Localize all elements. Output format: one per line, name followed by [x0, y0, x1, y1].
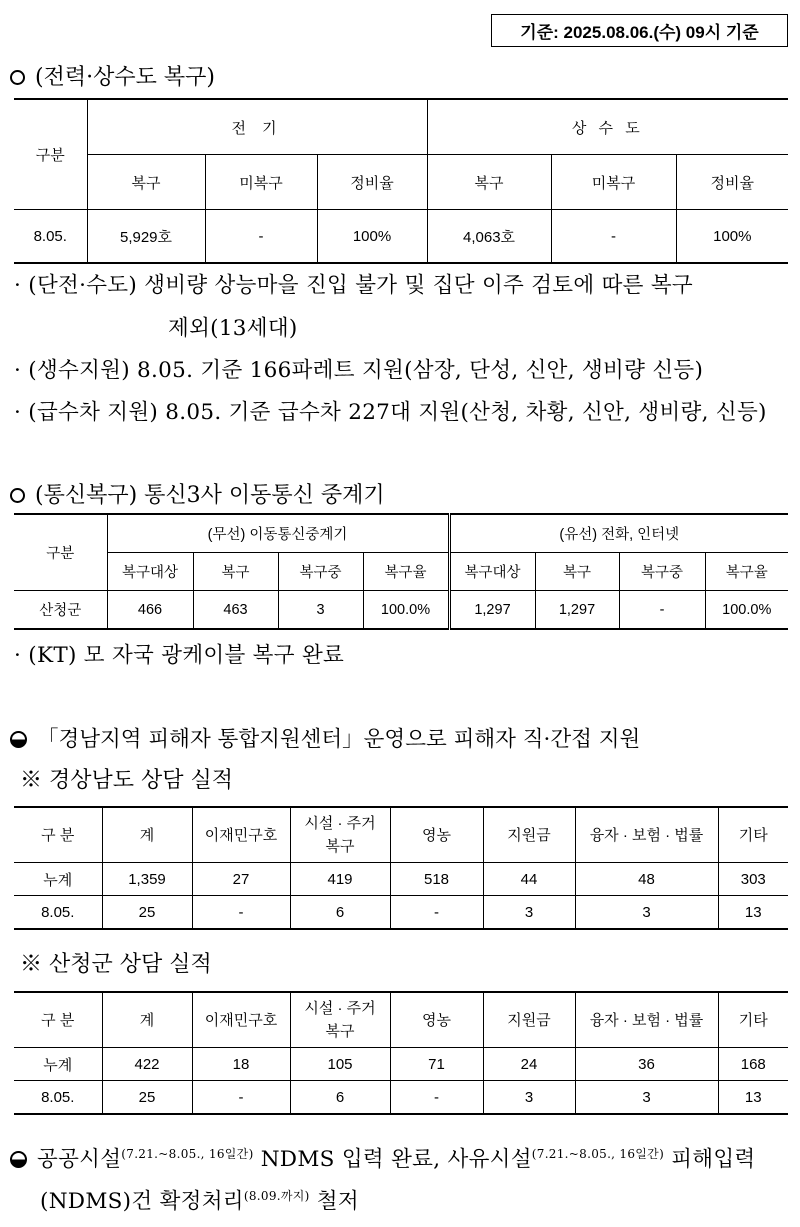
table-cell: 303: [718, 863, 788, 896]
sub-header: 복구: [427, 155, 551, 210]
superscript-note: (7.21.~8.05., 16일간): [531, 1147, 665, 1161]
table-cell: 36: [575, 1048, 718, 1081]
header-cell: [290, 992, 390, 1048]
note-kt: · (KT) 모 자국 광케이블 복구 완료: [14, 643, 345, 668]
table-cell: 8.05.: [14, 210, 87, 264]
section-title: (통신복구) 통신3사 이동통신 중계기: [35, 483, 385, 508]
sub-header: 복구: [193, 553, 278, 591]
table-cell: 3: [575, 896, 718, 930]
header-cell: 영농: [390, 807, 483, 863]
table-cell: -: [192, 896, 290, 930]
header-cell: 지원금: [483, 807, 575, 863]
note-water-supply: · (생수지원) 8.05. 기준 166파레트 지원(삼장, 단성, 신안, 생비량 신등): [14, 358, 704, 383]
header-line: 시설 · 주거: [304, 815, 376, 832]
header-cell: 융자 · 보험 · 법률: [575, 807, 718, 863]
ndms-line-2: [40, 1184, 359, 1215]
header-cell: 기타: [718, 807, 788, 863]
table-row: [14, 896, 788, 930]
sancheong-consult-table: [14, 991, 788, 1115]
header-cell: 계: [102, 992, 192, 1048]
header-cell: 지원금: [483, 992, 575, 1048]
table-row: [14, 1081, 788, 1115]
text-run: (NDMS)건 확정처리: [40, 1189, 244, 1214]
header-cell: 구 분: [14, 807, 102, 863]
power-water-table: [14, 98, 788, 264]
table-row: [14, 1048, 788, 1081]
header-cell: 계: [102, 807, 192, 863]
table-cell: 8.05.: [14, 1081, 102, 1115]
wired-header: (유선) 전화, 인터넷: [449, 514, 788, 553]
table-cell: 422: [102, 1048, 192, 1081]
gyeongnam-subheading: ※ 경상남도 상담 실적: [20, 768, 233, 793]
section-title: 「경남지역 피해자 통합지원센터」운영으로 피해자 직·간접 지원: [37, 727, 641, 752]
note-power-cut-cont: 제외(13세대): [168, 316, 298, 341]
reference-date-badge: 기준: 2025.08.06.(수) 09시 기준: [491, 14, 788, 47]
table-row: [14, 210, 788, 264]
note-power-cut: · (단전·수도) 생비량 상능마을 진입 불가 및 집단 이주 검토에 따른 복구: [14, 273, 693, 298]
sancheong-subheading: ※ 산청군 상담 실적: [20, 952, 212, 977]
header-line: 복구: [325, 1023, 355, 1040]
telecom-table: [14, 513, 788, 630]
table-cell: 25: [102, 1081, 192, 1115]
sub-header: 복구: [87, 155, 205, 210]
header-cell: [290, 807, 390, 863]
table-cell: 44: [483, 863, 575, 896]
table-cell: 13: [718, 896, 788, 930]
table-cell: 3: [483, 896, 575, 930]
table-cell: 518: [390, 863, 483, 896]
ndms-line-1: [10, 1142, 755, 1173]
table-cell: 누계: [14, 1048, 102, 1081]
sub-header: 미복구: [551, 155, 676, 210]
table-cell: 100.0%: [705, 591, 788, 630]
half-circle-bullet-icon: [10, 731, 27, 748]
table-cell: 13: [718, 1081, 788, 1115]
table-cell: 3: [575, 1081, 718, 1115]
table-cell: -: [192, 1081, 290, 1115]
sub-header: 복구율: [705, 553, 788, 591]
text-run: NDMS 입력 완료, 사유시설: [253, 1147, 532, 1172]
table-cell: 48: [575, 863, 718, 896]
col-group-header: 구분: [14, 514, 107, 591]
table-cell: 100%: [317, 210, 427, 264]
text-run: 공공시설: [37, 1147, 122, 1172]
water-header: 상 수 도: [427, 99, 788, 155]
table-cell: 누계: [14, 863, 102, 896]
ring-bullet-icon: [10, 70, 25, 85]
header-cell: 기타: [718, 992, 788, 1048]
superscript-note: (7.21.~8.05., 16일간): [121, 1147, 254, 1161]
wireless-header: (무선) 이동통신중계기: [107, 514, 449, 553]
table-cell: 산청군: [14, 591, 107, 630]
header-line: 복구: [325, 838, 355, 855]
table-cell: 24: [483, 1048, 575, 1081]
section-power-water-heading: [10, 60, 215, 91]
table-cell: 71: [390, 1048, 483, 1081]
table-cell: 3: [483, 1081, 575, 1115]
table-cell: 463: [193, 591, 278, 630]
section-support-center-heading: [10, 722, 640, 753]
table-cell: 18: [192, 1048, 290, 1081]
table-cell: 4,063호: [427, 210, 551, 264]
header-cell: 이재민구호: [192, 807, 290, 863]
half-circle-bullet-icon: [10, 1151, 27, 1168]
sub-header: 복구대상: [107, 553, 193, 591]
superscript-note: (8.09.까지): [243, 1189, 310, 1203]
table-cell: 419: [290, 863, 390, 896]
table-cell: 5,929호: [87, 210, 205, 264]
section-telecom-heading: [10, 478, 385, 509]
table-row: [14, 863, 788, 896]
table-cell: 100.0%: [363, 591, 449, 630]
table-cell: 168: [718, 1048, 788, 1081]
header-cell: 이재민구호: [192, 992, 290, 1048]
table-cell: 25: [102, 896, 192, 930]
table-cell: 1,297: [535, 591, 619, 630]
table-row: [14, 591, 788, 630]
sub-header: 정비율: [317, 155, 427, 210]
table-cell: -: [390, 896, 483, 930]
table-cell: -: [390, 1081, 483, 1115]
table-cell: 8.05.: [14, 896, 102, 930]
text-run: 피해입력: [664, 1147, 756, 1172]
header-cell: 영농: [390, 992, 483, 1048]
sub-header: 복구: [535, 553, 619, 591]
table-cell: 1,359: [102, 863, 192, 896]
note-water-truck: · (급수차 지원) 8.05. 기준 급수차 227대 지원(산청, 차황, 신안, 생비량, 신등): [14, 400, 767, 425]
table-cell: -: [619, 591, 705, 630]
table-cell: -: [205, 210, 317, 264]
table-cell: 3: [278, 591, 363, 630]
header-line: 시설 · 주거: [304, 1000, 376, 1017]
section-title: (전력·상수도 복구): [35, 65, 215, 90]
table-cell: 6: [290, 1081, 390, 1115]
electric-header: 전 기: [87, 99, 427, 155]
sub-header: 복구대상: [449, 553, 535, 591]
sub-header: 정비율: [676, 155, 788, 210]
table-cell: 100%: [676, 210, 788, 264]
sub-header: 미복구: [205, 155, 317, 210]
table-cell: -: [551, 210, 676, 264]
sub-header: 복구중: [619, 553, 705, 591]
header-cell: 융자 · 보험 · 법률: [575, 992, 718, 1048]
sub-header: 복구율: [363, 553, 449, 591]
text-run: 철저: [309, 1189, 359, 1214]
sub-header: 복구중: [278, 553, 363, 591]
ring-bullet-icon: [10, 488, 25, 503]
table-cell: 1,297: [449, 591, 535, 630]
table-cell: 105: [290, 1048, 390, 1081]
table-cell: 6: [290, 896, 390, 930]
table-cell: 27: [192, 863, 290, 896]
header-cell: 구 분: [14, 992, 102, 1048]
col-group-header: 구분: [14, 99, 87, 210]
table-cell: 466: [107, 591, 193, 630]
gyeongnam-consult-table: [14, 806, 788, 930]
